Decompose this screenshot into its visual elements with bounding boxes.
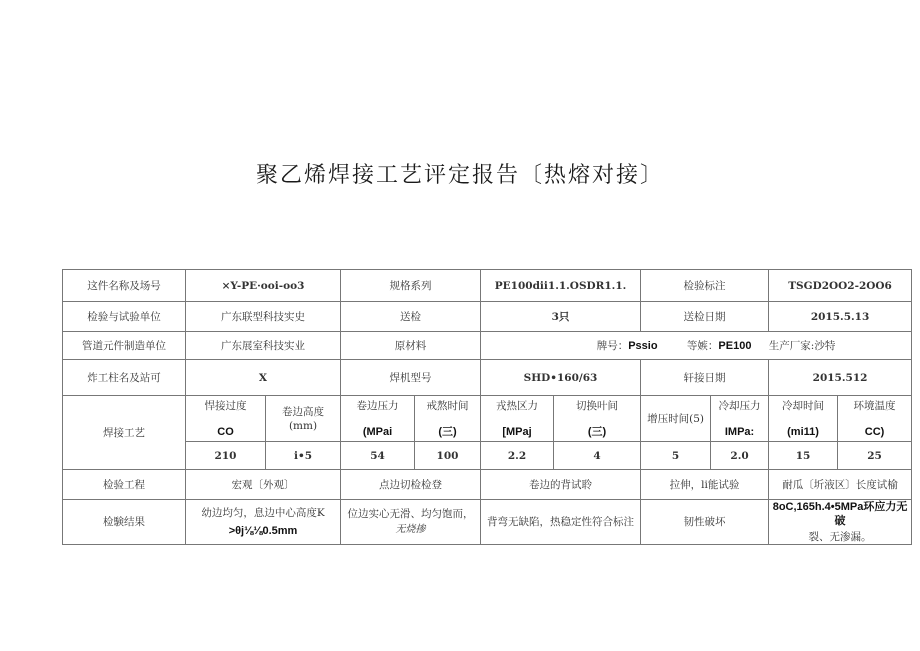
submitted-value: 3只	[481, 302, 641, 332]
maker-value: 沙特	[814, 339, 836, 352]
process-value: 25	[838, 442, 912, 470]
process-value: 2.2	[481, 442, 554, 470]
submission-date-label: 送检日期	[641, 302, 769, 332]
item-name-label: 这件名称及场号	[63, 270, 186, 302]
test-unit-label: 检验与试验单位	[63, 302, 186, 332]
result-item: 背弯无缺陷，热稳定性符合标注	[481, 500, 641, 545]
maker-label: 生产厂家:	[768, 339, 815, 352]
table-row	[63, 396, 912, 442]
raw-material-details	[481, 332, 912, 360]
process-value: 15	[769, 442, 838, 470]
process-value: 5	[641, 442, 711, 470]
test-item: 耐瓜〔圻液区〕长度试榆	[769, 470, 912, 500]
table-row	[63, 360, 912, 396]
process-label: 焊接工艺	[63, 396, 186, 470]
weld-date-label: 轩接日期	[641, 360, 769, 396]
process-header: 增压时间(5)	[641, 396, 711, 442]
process-header: 戎热区力 [MPaj	[481, 396, 554, 442]
result-item: 韧性破坏	[641, 500, 769, 545]
manufacturer-value: 广东展室科技实业	[186, 332, 341, 360]
welder-label: 炸工柱名及站可	[63, 360, 186, 396]
welder-model-value: SHD•160/63	[481, 360, 641, 396]
process-header: 切换叶间 (三)	[554, 396, 641, 442]
process-value: 4	[554, 442, 641, 470]
test-item: 拉伸，li能试验	[641, 470, 769, 500]
table-row	[63, 270, 912, 302]
process-header: 卷边压力 (MPai	[341, 396, 415, 442]
weld-date-value: 2015.512	[769, 360, 912, 396]
manufacturer-label: 管道元件制造单位	[63, 332, 186, 360]
table-row	[63, 302, 912, 332]
result-item: 位边实心无滑、均匀饱而， 无烧掺	[341, 500, 481, 545]
process-value: i•5	[266, 442, 341, 470]
results-label: 检験结果	[63, 500, 186, 545]
report-table	[62, 269, 912, 545]
report-title: 聚乙烯焊接工艺评定报告〔热熔对接〕	[255, 163, 664, 188]
spec-series-value: PE100dii1.1.OSDR1.1.	[481, 270, 641, 302]
result-item: 幼边均匀，息边中心高度K >θj⅛⅛0.5mm	[186, 500, 341, 545]
table-row	[63, 442, 912, 470]
process-header: 戒熬时间 (三)	[415, 396, 481, 442]
brand-label: 牌号：	[596, 339, 629, 352]
process-value: 2.0	[711, 442, 769, 470]
process-header: 环境温度 CC)	[838, 396, 912, 442]
table-row	[63, 500, 912, 545]
submission-date-value: 2015.5.13	[769, 302, 912, 332]
process-header: 冷却压力 IMPa:	[711, 396, 769, 442]
grade-label: 等嫉：	[686, 339, 719, 352]
process-header: 悍接过度 CO	[186, 396, 266, 442]
result-item: 8oC,165h.4•5MPa环应力无破 裂、无渗漏。	[769, 500, 912, 545]
welder-model-label: 焊机型号	[341, 360, 481, 396]
welder-value: X	[186, 360, 341, 396]
process-header: 卷边高度(mm)	[266, 396, 341, 442]
item-name-value: ×Y-PE·ooi-oo3	[186, 270, 341, 302]
submitted-label: 送检	[341, 302, 481, 332]
test-item: 宏观〔外观〕	[186, 470, 341, 500]
process-header: 冷却时间 (mi11)	[769, 396, 838, 442]
table-row	[63, 470, 912, 500]
process-value: 210	[186, 442, 266, 470]
table-row	[63, 332, 912, 360]
process-value: 54	[341, 442, 415, 470]
test-unit-value: 广东联型科技实史	[186, 302, 341, 332]
spec-series-label: 规格系列	[341, 270, 481, 302]
process-value: 100	[415, 442, 481, 470]
raw-material-label: 原材料	[341, 332, 481, 360]
inspection-standard-value: TSGD2OO2-2OO6	[769, 270, 912, 302]
grade-value: PE100	[718, 339, 752, 352]
test-item: 卷边的背试聆	[481, 470, 641, 500]
brand-value: Pssio	[628, 339, 658, 352]
inspection-standard-label: 检验标注	[641, 270, 769, 302]
test-item: 点边切检检登	[341, 470, 481, 500]
tests-label: 检验工程	[63, 470, 186, 500]
